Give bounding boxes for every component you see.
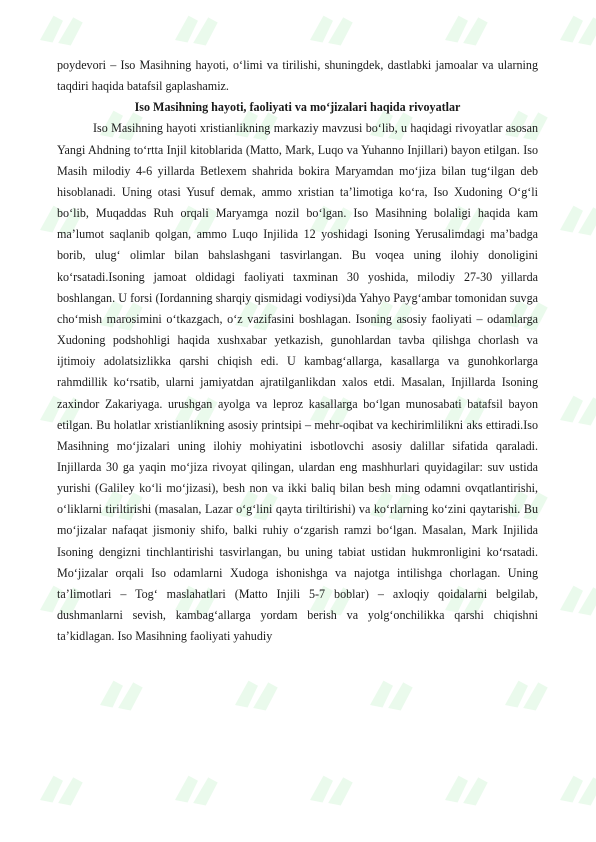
watermark-mark xyxy=(169,764,225,818)
document-body xyxy=(57,55,538,647)
section-heading: Iso Masihning hayoti, faoliyati va moʻjizalari haqida rivoyatlar xyxy=(134,100,461,115)
watermark-mark xyxy=(304,4,360,58)
watermark-mark xyxy=(439,764,495,818)
watermark-mark xyxy=(364,669,420,723)
watermark-mark xyxy=(94,669,150,723)
watermark-mark xyxy=(554,4,596,58)
watermark-mark xyxy=(34,764,90,818)
watermark-mark xyxy=(499,669,555,723)
watermark-mark xyxy=(169,4,225,58)
watermark-mark xyxy=(554,764,596,818)
intro-paragraph: poydevori – Iso Masihning hayoti, oʻlimi va tirilishi, shuningdek, dastlabki jamoalar va ularning taqdiri haqida batafsil gaplashamiz. xyxy=(57,58,538,94)
watermark-mark xyxy=(229,669,285,723)
watermark-mark xyxy=(554,194,596,248)
watermark-mark xyxy=(304,764,360,818)
watermark-mark xyxy=(34,4,90,58)
watermark-mark xyxy=(554,384,596,438)
watermark-mark xyxy=(439,4,495,58)
watermark-mark xyxy=(554,574,596,628)
body-paragraph: Iso Masihning hayoti xristianlikning markaziy mavzusi boʻlib, u haqidagi rivoyatlar asosan Yangi Ahdning toʻrtta Injil kitoblarida (Matto, Mark, Luqo va Yuhanno Injillari) bayon etilgan. Iso Masih milodiy 4-6 yillarda Betlexem shahrida bokira Maryamdan moʻjiza bilan tugʻilgan deb hisoblanadi. Uning otasi Yusuf demak, ammo xristian taʼlimotiga koʻra, Iso Xudoning Oʻgʻli boʻlib, Muqaddas Ruh orqali Maryamga nozil boʻlgan. Iso Masihning bolaligi haqida kam maʼlumot saqlanib qolgan, ammo Luqo Injilida 12 yoshidagi Isoning Yerusalimdagi maʼbadga borib, ulugʻ olimlar bilan bahslashgani tasvirlangan. Bu voqea uning ilohiy donoligini koʻrsatadi.Isoning jamoat oldidagi faoliyati taxminan 30 yoshida, milodiy 27-30 yillarda boshlangan. U forsi (Iordanning sharqiy qismidagi vodiysi)da Yahyo Paygʻambar tomonidan suvga choʻmish marosimini oʻtkazgach, oʻz vazifasini boshlagan. Isoning asosiy faoliyati – odamlarga Xudoning podshohligi haqida xushxabar yetkazish, gunohlardan tavba qilishga chorlash va ijtimoiy adolatsizlikka qarshi chiqish edi. U kambagʻallarga, kasallarga va gunohkorlarga rahmdillik koʻrsatib, ularni jamiyatdan ajratilganlikdan xalos etdi. Masalan, Injillarda Isoning zaxindor Zakariyaga. urushgan ayolga va leproz kasallarga boʻlgan munosabati batafsil bayon etilgan. Bu holatlar xristianlikning asosiy printsipi – mehr-oqibat va kechirimlilikni aks ettiradi.Iso Masihning moʻjizalari uning ilohiy mohiyatini isbotlovchi asosiy dalillar sifatida qaraladi. Injillarda 30 ga yaqin moʻjiza rivoyat qilingan, ulardan eng mashhurlari quyidagilar: suv ustida yurishi (Galiley koʻli moʻjizasi), besh non va ikki baliq bilan besh ming odamni ovqatlantirishi, oʻliklarni tiriltirishi (masalan, Lazar oʻgʻlini qayta tiriltirishi) va koʻrlarning koʻzini qaytarishi. Bu moʻjizalar nafaqat jismoniy shifo, balki ruhiy oʻzgarish ramzi boʻlgan. Masalan, Mark Injilida Isoning dengizni tinchlantirishi tasvirlangan, bu uning tabiat ustidan hukmronligini koʻrsatadi. Moʻjizalar orqali Iso odamlarni Xudoga ishonishga va najotga intilishga chorlagan. Uning taʼlimotlari – Togʻ maslahatlari (Matto Injili 5-7 boblar) – axloqiy qoidalarni belgilab, dushmanlarni sevish, kambagʻallarga yordam berish va yolgʻonchilikka qarshi chiqishni taʼkidlagan. Iso Masihning faoliyati yahudiy xyxy=(57,121,538,644)
